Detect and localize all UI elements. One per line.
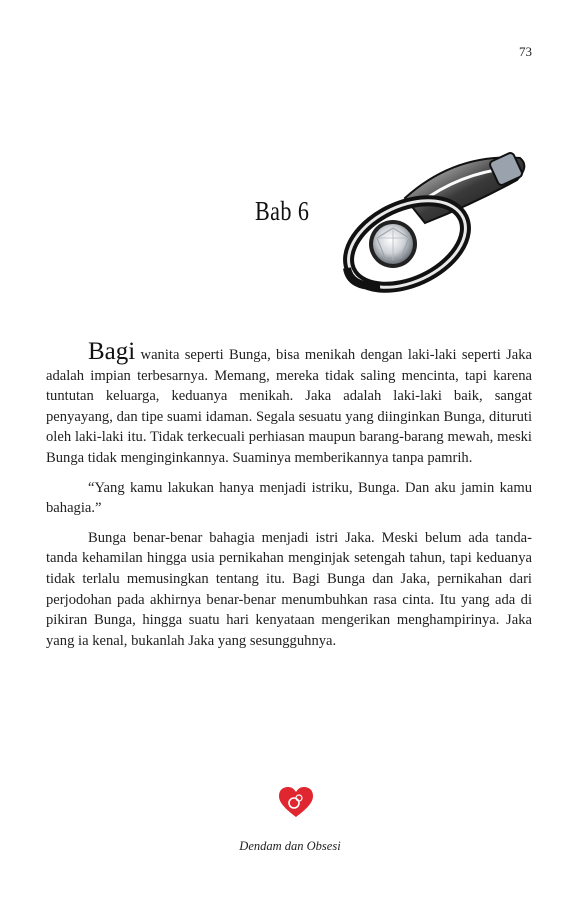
paragraph-2: “Yang kamu lakukan hanya menjadi istriku, Bunga. Dan aku jamin kamu bahagia.” xyxy=(46,479,532,517)
lead-word: Bagi xyxy=(88,338,136,365)
page-number: 73 xyxy=(519,44,532,59)
footer-book-title: Dendam dan Obsesi xyxy=(239,839,341,853)
paragraph-3: Bunga benar-benar bahagia menjadi istri Jaka. Meski belum ada tanda-tanda kehamilan hingga usia pernikahan menginjak setengah tahun, tapi keduanya tidak terlalu memusingkan tentang itu. Bagi Bunga dan Jaka, pernikahan dari perjodohan pada akhirnya benar-benar menumbuhkan rasa cinta. Itu yang ada di pikiran Bunga, hingga suatu hari kenyataan mengerikan menghampirinya. Jaka yang ia kenal, bukanlah Jaka yang sesungguhnya. xyxy=(46,529,532,649)
paragraph-1 xyxy=(46,338,532,469)
chapter-body xyxy=(46,338,532,660)
diamond xyxy=(369,220,417,268)
ring-illustration xyxy=(335,148,535,298)
chapter-title: Bab 6 xyxy=(255,196,310,226)
heart-ring-icon xyxy=(278,786,314,820)
paragraph-1-text: wanita seperti Bunga, bisa menikah dengan laki-laki seperti Jaka adalah impian terbesarnya. Memang, mereka tidak saling mencinta, tapi karena tuntutan keluarga, keduanya menikah. Jaka adalah laki-laki baik, sangat penyayang, dan tipe suami idaman. Segala sesuatu yang diinginkan Bunga, dituruti oleh laki-laki itu. Tidak terkecuali perhiasan maupun barang-barang mewah, meski Bunga tidak menginginkannya. Suaminya memberikannya tanpa pamrih. xyxy=(46,347,532,466)
